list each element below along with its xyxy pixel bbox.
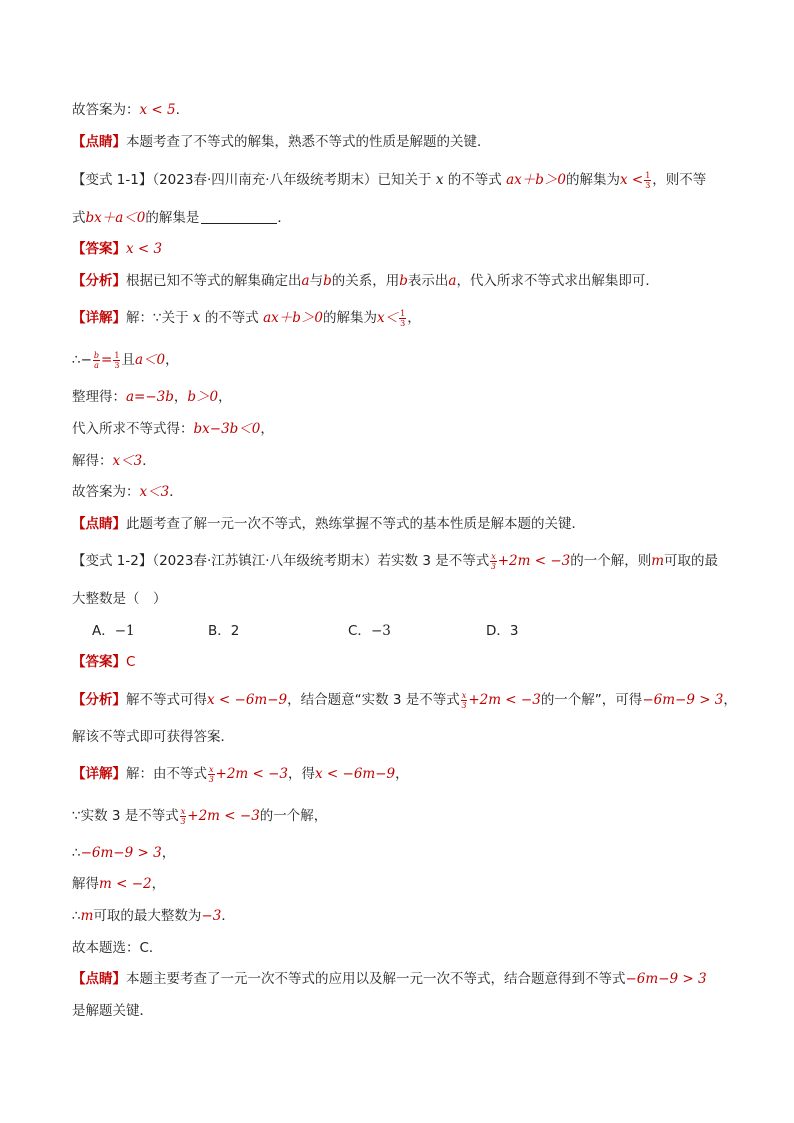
variant-1-1-question-cont: 式bx＋a＜0的解集是 ． [72,210,291,226]
detail-2-step-2: ∴−6m−9 > 3， [72,845,176,861]
fraction: $\frac{x}{3}$ [490,551,497,571]
answer-line-2: 故答案为：x＜3． [72,484,183,500]
variant-1-1-question: 【变式 1-1】（2023春·四川南充·八年级统考期末）已知关于 x 的不等式 ax＋b＞0的解集为x < $\frac{1}{3}$ ，则不等 [72,170,707,190]
answer-line-3: 【答案】C [72,654,136,670]
fraction: $\frac{1}{3}$ [645,170,651,190]
variant-1-2-question: 【变式 1-2】（2023春·江苏镇江·八年级统考期末）若实数 3 是不等式 $\frac{x}{3}$ +2m < −3的一个解，则m可取的最 [72,551,719,571]
fraction: $\frac{x}{3}$ [180,806,186,826]
analysis-line: 【分析】根据已知不等式的解集确定出a与b的关系，用b表示出a，代入所求不等式求出解集即可． [72,273,659,289]
option-a: A．−1 [92,623,135,639]
option-c: C．−3 [348,623,391,639]
detail-step-1: ∴− $\frac{b}{a}$ = $\frac{1}{3}$ 且a＜0， [72,350,179,370]
option-d: D．3 [486,623,519,639]
comment-line-2-cont: 是解题关键． [72,1003,153,1019]
detail-step-4: 解得：x＜3． [72,453,156,469]
detail-line-2: 【详解】解：由不等式 $\frac{x}{3}$ +2m < −3，得x < −6m−9， [72,764,409,784]
comment-line-2: 【点睛】本题主要考查了一元一次不等式的应用以及解一元一次不等式，结合题意得到不等式−6m−9 > 3 [72,971,707,987]
analysis-line-2: 【分析】解不等式可得x < −6m−9，结合题意“实数 3 是不等式 $\frac{x}{3}$ +2m < −3的一个解”，可得−6m−9 > 3， [72,690,737,710]
detail-step-2: 整理得：a=−3b，b＞0， [72,389,232,405]
fraction: $\frac{1}{3}$ [114,350,120,370]
answer-line: 【答案】x < 3 [72,241,163,257]
comment-line: 【点睛】此题考查了解一元一次不等式，熟练掌握不等式的基本性质是解本题的关键． [72,516,585,532]
detail-step-3: 代入所求不等式得：bx−3b＜0， [72,421,274,437]
detail-line: 【详解】解：∵关于 x 的不等式 ax＋b＞0的解集为x＜ $\frac{1}{3}$ ， [72,308,421,328]
detail-2-step-3: 解得m < −2， [72,876,166,892]
fraction: $\frac{b}{a}$ [93,350,100,370]
detail-2-step-4: ∴m可取的最大整数为−3． [72,908,235,924]
answer-blank [201,209,277,224]
answer-line-4: 故本题选：C． [72,940,163,956]
comment-line-prev: 【点睛】本题考查了不等式的解集，熟悉不等式的性质是解题的关键． [72,134,491,150]
analysis-line-2-cont: 解该不等式即可获得答案． [72,729,234,745]
answer-line-prev: 故答案为：x < 5. [72,102,180,118]
fraction: $\frac{x}{3}$ [461,690,467,710]
fraction: $\frac{x}{3}$ [208,764,214,784]
variant-1-2-question-cont: 大整数是（ ） [72,591,167,607]
option-b: B．2 [208,623,240,639]
fraction: $\frac{1}{3}$ [400,308,406,328]
detail-2-step-1: ∵实数 3 是不等式 $\frac{x}{3}$ +2m < −3的一个解， [72,806,328,826]
